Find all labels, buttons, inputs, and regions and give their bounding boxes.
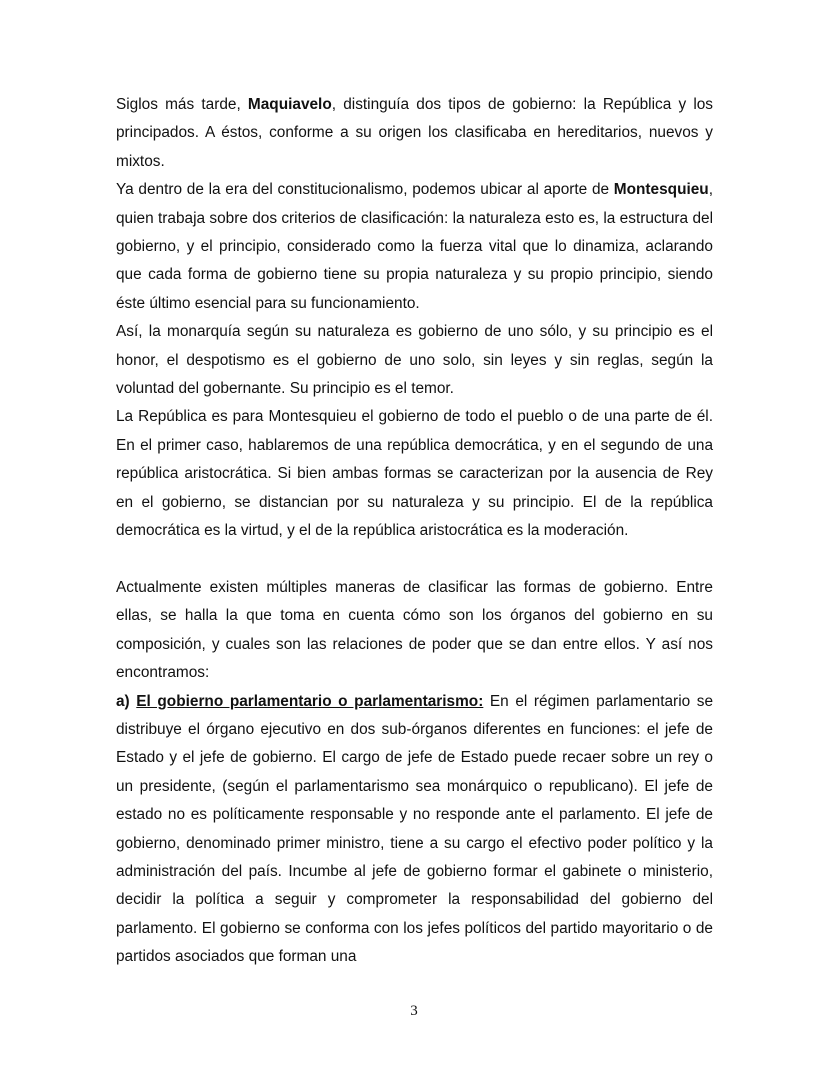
text-run: Actualmente existen múltiples maneras de clasificar las formas de gobierno. Entre ellas, se halla la que toma en cuenta cómo son los órganos del gobierno en su composición, y cuales son las relaciones de poder que se dan entre ellos. Y así nos encontramos: [116, 578, 713, 682]
paragraph [116, 688, 713, 972]
section-heading: El gobierno parlamentario o parlamentarismo: [136, 692, 484, 710]
paragraph [116, 403, 713, 545]
page-number: 3 [410, 1003, 418, 1019]
paragraph [116, 91, 713, 176]
text-run: , distinguía dos tipos de gobierno: la República y los principados. A éstos, conforme a su origen los clasificaba en hereditarios, nuevos y mixtos. [116, 96, 714, 170]
text-run: Ya dentro de la era del constitucionalismo, podemos ubicar al aporte de [116, 181, 614, 199]
text-run: , quien trabaja sobre dos criterios de clasificación: la naturaleza esto es, la estructura del gobierno, y el principio, considerado como la fuerza vital que lo dinamiza, aclarando que cada forma de gobierno tiene su propia naturaleza y su propio principio, siendo éste último esencial para su funcionamiento. [116, 181, 713, 312]
author-name-montesquieu: Montesquieu [613, 181, 709, 199]
paragraph-gap [116, 546, 713, 574]
text-run: Así, la monarquía según su naturaleza es gobierno de uno sólo, y su principio es el honor, el despotismo es el gobierno de uno solo, sin leyes y sin reglas, según la voluntad del gobernante. Su principio es el temor. [116, 323, 713, 398]
text-run: En el régimen parlamentario se distribuye el órgano ejecutivo en dos sub-órganos diferentes en funciones: el jefe de Estado y el jefe de gobierno. El cargo de jefe de Estado puede recaer sobre un rey o un presidente, (según el parlamentarismo sea monárquico o republicano). El jefe de estado no es políticamente responsable y no responde ante el parlamento. El jefe de gobierno, denominado primer ministro, tiene a su cargo el efectivo poder político y la administración del país. Incumbe al jefe de gobierno formar el gabinete o ministerio, decidir la política a seguir y comprometer la responsabilidad del gobierno del parlamento. El gobierno se conforma con los jefes políticos del partido mayoritario o de partidos asociados que forman una [116, 692, 714, 966]
paragraph [116, 176, 713, 318]
paragraph [116, 318, 713, 403]
list-marker: a) [116, 692, 137, 710]
paragraph [116, 574, 713, 688]
text-run: La República es para Montesquieu el gobierno de todo el pueblo o de una parte de él. En el primer caso, hablaremos de una república democrática, y en el segundo de una república aristocrática. Si bien ambas formas se caracterizan por la ausencia de Rey en el gobierno, se distancian por su naturaleza y su principio. El de la república democrática es la virtud, y el de la república aristocrática es la moderación. [116, 408, 713, 540]
page-body [116, 91, 713, 972]
author-name-maquiavelo: Maquiavelo [247, 96, 332, 113]
text-run: Siglos más tarde, [116, 96, 248, 113]
